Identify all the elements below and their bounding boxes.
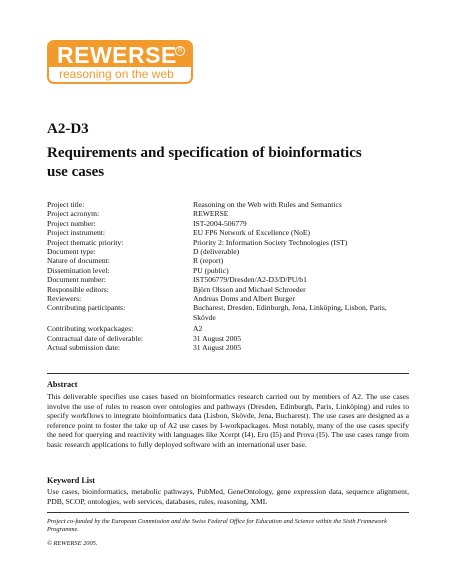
keyword-text: Use cases, bioinformatics, metabolic pathways, PubMed, GeneOntology, gene expression data, sequence alignment, PDB, SCOP, ontologies, web services, databases, rules, reasoning, XML <box>47 487 409 506</box>
info-value: IST506779/Dresden/A2-D3/D/PU/b1 <box>193 275 307 285</box>
info-value: EU FP6 Network of Excellence (NoE) <box>193 228 311 238</box>
info-key: Project title: <box>47 200 85 209</box>
info-row-number <box>47 219 407 228</box>
info-value: Reasoning on the Web with Rules and Semantics <box>193 200 342 209</box>
info-value: REWERSE <box>193 209 229 219</box>
info-row-doc-number <box>47 275 407 284</box>
info-value: A2 <box>193 324 203 334</box>
info-row-doc-type <box>47 247 407 256</box>
keyword-heading: Keyword List <box>47 476 95 485</box>
info-row-acronym <box>47 209 407 218</box>
info-value: Björn Olsson and Michael Schroeder <box>193 284 306 294</box>
info-row-participants <box>47 303 407 322</box>
copyright-notice: © REWERSE 2005. <box>47 540 98 547</box>
info-key: Dissemination level: <box>47 265 110 275</box>
logo-tagline: reasoning on the web <box>59 67 174 81</box>
abstract-text: This deliverable specifies use cases based on bioinformatics research carried out by members of A2. The use cases involve the use of rules to reason over ontologies and pathways (Dresden, Edinburgh, Paris, Linköping) and rules to specify workflows to integrate bioinformatics data (Lisbon, Skövde, Jena, Bucharest). The use cases are designed as a reference point to foster the take up of A2 use cases by I-workpackages. Most notably, many of the use cases specify the need for querying and reactivity with languages like Xcerpt (I4), Eru (I5) and Prova (I5). The use cases range from basic research applications to fully deployed software with an international user base. <box>47 392 409 449</box>
info-value: 31 August 2005 <box>193 343 242 353</box>
info-row-dissemination <box>47 266 407 275</box>
info-key: Contributing participants: <box>47 303 126 313</box>
bottom-divider <box>47 512 409 513</box>
info-value: PU (public) <box>193 265 229 275</box>
info-row-title <box>47 200 407 209</box>
info-row-priority <box>47 238 407 247</box>
info-key: Project acronym: <box>47 209 100 219</box>
document-title: Requirements and specification of bioinformatics use cases <box>47 145 362 180</box>
info-value: Priority 2: Information Society Technologies (IST) <box>193 237 348 247</box>
info-key: Contractual date of deliverable: <box>47 333 143 343</box>
info-key: Nature of document: <box>47 256 110 266</box>
info-row-instrument <box>47 228 407 237</box>
info-value: R (report) <box>193 256 224 266</box>
info-key: Project instrument: <box>47 228 105 238</box>
info-key: Actual submission date: <box>47 343 120 353</box>
funding-note: Project co-funded by the European Commission and the Swiss Federal Office for Education and Science within the Sixth Framework Programme. <box>47 518 387 533</box>
info-row-nature <box>47 256 407 265</box>
registered-mark-icon: R <box>175 46 185 56</box>
abstract-heading: Abstract <box>47 380 78 389</box>
info-row-editors <box>47 285 407 294</box>
info-key: Project number: <box>47 218 96 228</box>
rewerse-logo <box>47 40 193 84</box>
info-key: Reviewers: <box>47 294 82 304</box>
info-row-reviewers <box>47 294 407 303</box>
info-row-contract-date <box>47 334 407 343</box>
info-key: Responsible editors: <box>47 284 109 294</box>
info-row-submission-date <box>47 343 407 352</box>
info-row-workpackages <box>47 324 407 333</box>
document-id: A2-D3 <box>47 121 89 137</box>
info-value: 31 August 2005 <box>193 333 242 343</box>
info-value: Andreas Doms and Albert Burger <box>193 294 295 304</box>
info-key: Contributing workpackages: <box>47 324 134 334</box>
info-key: Document number: <box>47 275 106 285</box>
project-info-table <box>47 200 407 353</box>
top-divider <box>47 373 409 374</box>
info-value: IST-2004-506779 <box>193 218 247 228</box>
info-key: Document type: <box>47 247 96 257</box>
info-value: D (deliverable) <box>193 247 240 257</box>
info-key: Project thematic priority: <box>47 237 124 247</box>
logo-word: REWERSE <box>57 42 177 68</box>
info-value: Bucharest, Dresden, Edinburgh, Jena, Linköping, Lisbon, Paris, Skövde <box>193 303 387 322</box>
